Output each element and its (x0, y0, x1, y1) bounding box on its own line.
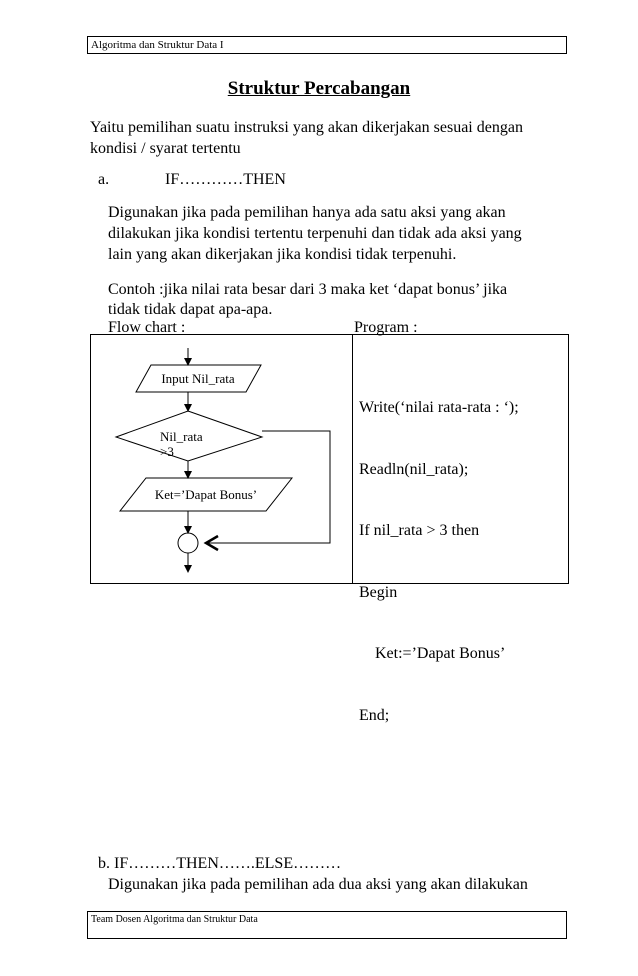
section-a-marker: a. (98, 171, 110, 188)
example-line-2: tidak tidak dapat apa-apa. (108, 301, 273, 318)
code-line: Write(‘nilai rata-rata : ‘); (359, 399, 519, 416)
decision-text-1: Nil_rata (160, 429, 203, 444)
process-text: Ket=’Dapat Bonus’ (154, 487, 258, 502)
section-a-heading: IF…………THEN (165, 171, 286, 188)
flowchart-diagram (90, 334, 353, 584)
code-line: If nil_rata > 3 then (359, 522, 480, 539)
decision-text-2: >3 (160, 444, 174, 459)
section-a-desc-3: lain yang akan dikerjakan jika kondisi tidak terpenuhi. (108, 246, 457, 263)
footer-text: Team Dosen Algoritma dan Struktur Data (91, 914, 258, 925)
page-title: Struktur Percabangan (227, 78, 411, 99)
section-b-desc: Digunakan jika pada pemilihan ada dua aksi yang akan dilakukan (108, 876, 528, 893)
code-line: End; (359, 706, 390, 724)
section-b-heading: b. IF………THEN…….ELSE……… (98, 855, 342, 872)
intro-line-2: kondisi / syarat tertentu (90, 140, 241, 157)
code-line: Begin (359, 583, 398, 601)
page-header (87, 36, 567, 54)
program-label: Program : (354, 319, 418, 336)
intro-line-1: Yaitu pemilihan suatu instruksi yang akan dikerjakan sesuai dengan (90, 119, 523, 136)
code-line: Ket:=’Dapat Bonus’ (359, 645, 506, 662)
section-a-desc-1: Digunakan jika pada pemilihan hanya ada satu aksi yang akan (108, 204, 506, 221)
example-line-1: Contoh :jika nilai rata besar dari 3 maka ket ‘dapat bonus’ jika (108, 281, 508, 298)
program-code (359, 357, 519, 747)
code-line: Readln(nil_rata); (359, 460, 469, 478)
flowchart-label: Flow chart : (108, 319, 186, 336)
section-a-desc-2: dilakukan jika kondisi tertentu terpenuhi dan tidak ada aksi yang (108, 225, 522, 242)
connector-circle (178, 533, 198, 553)
input-text: Input Nil_rata (161, 371, 235, 386)
page-footer (87, 911, 567, 939)
header-text: Algoritma dan Struktur Data I (91, 39, 224, 51)
